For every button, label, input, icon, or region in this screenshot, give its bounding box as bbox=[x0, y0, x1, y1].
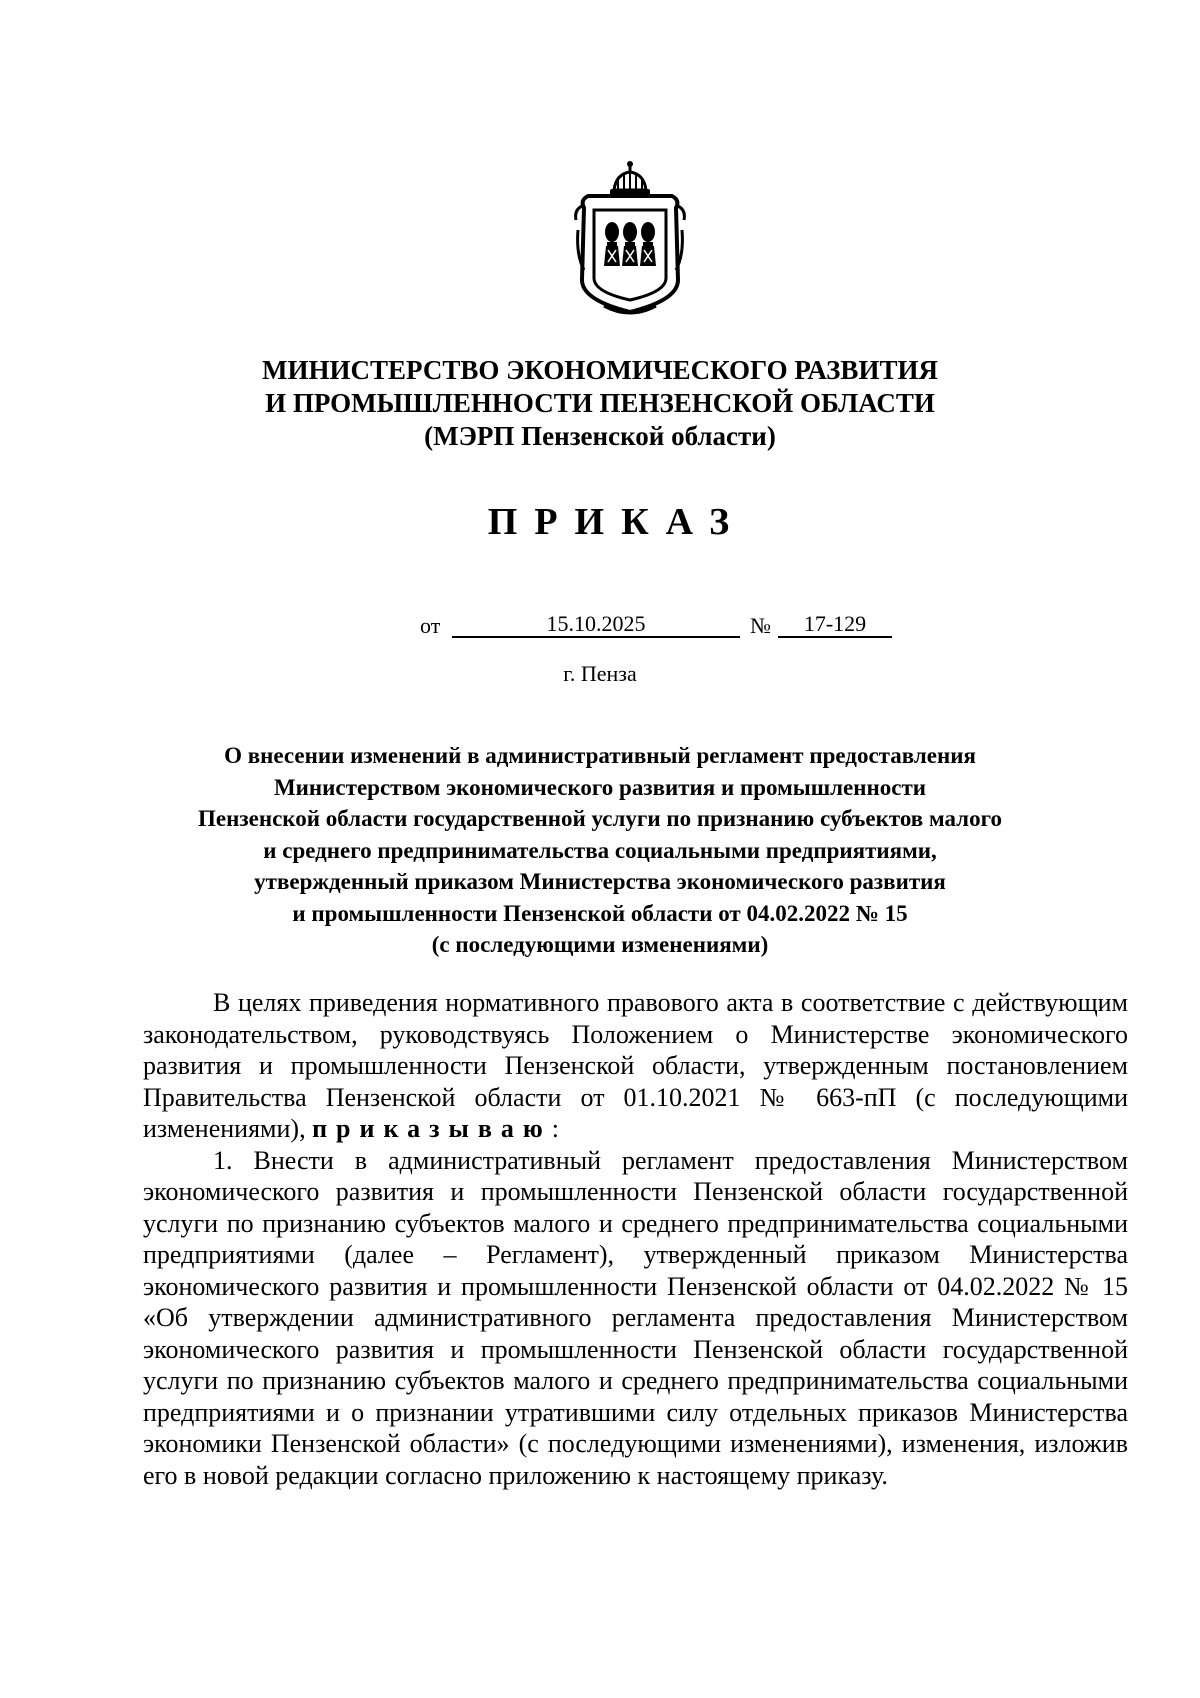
order-subject bbox=[140, 740, 1060, 961]
order-body bbox=[143, 987, 1128, 1491]
ministry-name-line-2: И ПРОМЫШЛЕННОСТИ ПЕНЗЕНСКОЙ ОБЛАСТИ bbox=[265, 388, 935, 418]
subject-line: и промышленности Пензенской области от 04.02.2022 № 15 bbox=[292, 900, 908, 926]
subject-line: О внесении изменений в административный регламент предоставления bbox=[224, 743, 976, 768]
intro-paragraph bbox=[143, 987, 1128, 1145]
subject-line: Министерством экономического развития и промышленности bbox=[273, 774, 927, 800]
subject-line: и среднего предпринимательства социальными предприятиями, bbox=[263, 837, 937, 863]
intro-text: В целях приведения нормативного правового акта в соответствие с действующим законодательством, руководствуясь Положением о Министерстве экономического развития и промышленности Пензенской области, утвержденным постановлением Правительства Пензенской области от 01.10.2021 № 663-пП (с последующими изменениями), bbox=[143, 988, 1128, 1143]
document-date: 15.10.2025 bbox=[452, 612, 740, 638]
penza-coat-of-arms-icon bbox=[574, 160, 686, 318]
date-label: от bbox=[420, 613, 441, 638]
ministry-header bbox=[150, 354, 1050, 453]
document-number: 17-129 bbox=[778, 612, 892, 638]
ministry-name-line-1: МИНИСТЕРСТВО ЭКОНОМИЧЕСКОГО РАЗВИТИЯ bbox=[262, 355, 938, 385]
document-type-title: ПРИКАЗ bbox=[487, 501, 747, 543]
ministry-short-name: (МЭРП Пензенской области) bbox=[424, 421, 776, 451]
number-label: № bbox=[750, 613, 771, 638]
subject-line: (с последующими изменениями) bbox=[431, 932, 769, 957]
subject-line: Пензенской области государственной услуги по признанию субъектов малого bbox=[198, 806, 1002, 831]
city: г. Пенза bbox=[563, 661, 637, 686]
item-1-paragraph: 1. Внести в административный регламент предоставления Министерством экономического развития и промышленности Пензенской области государственной услуги по признанию субъектов малого и среднего предпринимательства социальными предприятиями (далее – Регламент), утвержденный приказом Министерства экономического развития и промышленности Пензенской области от 04.02.2022 № 15 «Об утверждении административного регламента предоставления Министерством экономического развития и промышленности Пензенской области государственной услуги по признанию субъектов малого и среднего предпринимательства социальными предприятиями и о признании утратившими силу отдельных приказов Министерства экономики Пензенской области» (с последующими изменениями), изменения, изложив его в новой редакции согласно приложению к настоящему приказу. bbox=[143, 1145, 1128, 1490]
subject-line: утвержденный приказом Министерства экономического развития bbox=[254, 869, 946, 894]
order-word: приказываю bbox=[312, 1114, 552, 1143]
order-colon: : bbox=[551, 1114, 559, 1143]
